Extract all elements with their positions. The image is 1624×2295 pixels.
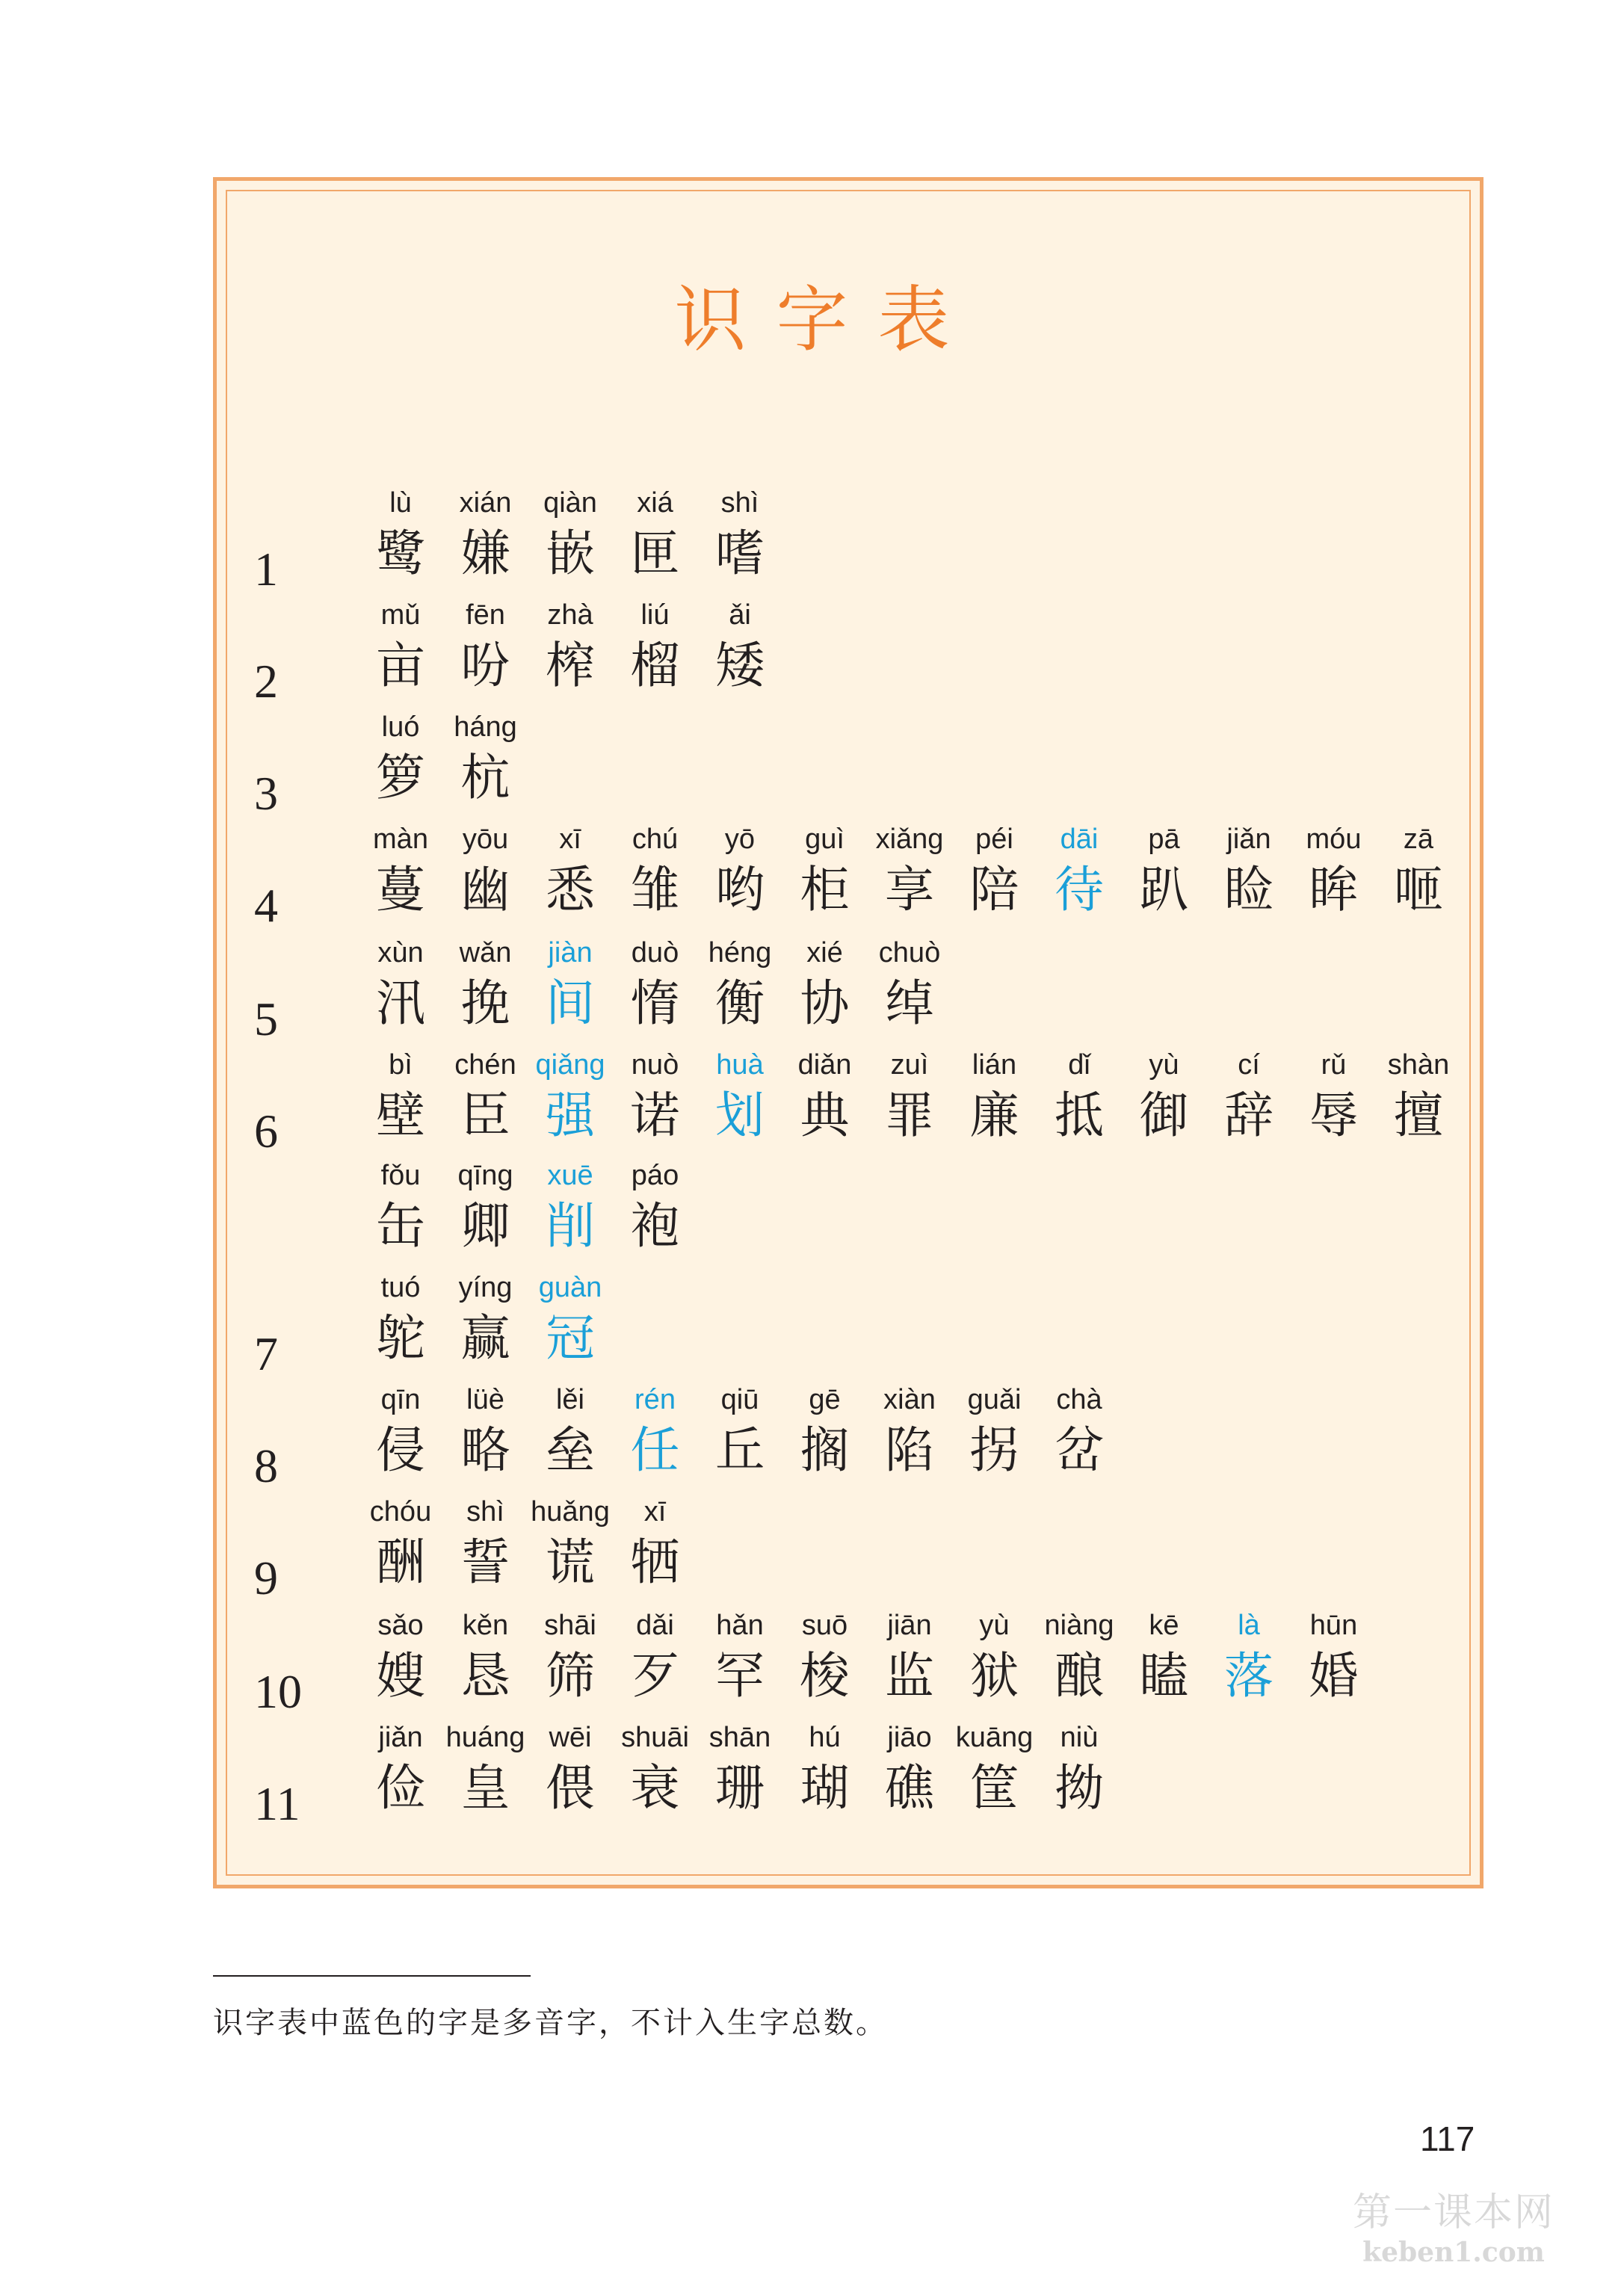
hanzi: 享 [885, 861, 934, 918]
pinyin: wēi [549, 1722, 592, 1753]
hanzi: 拗 [1055, 1759, 1104, 1817]
pinyin: shì [720, 487, 759, 519]
pinyin: yù [1149, 1049, 1179, 1081]
pinyin: fēn [466, 599, 505, 631]
row-number: 5 [254, 992, 278, 1045]
page-title: 识字表 [674, 278, 980, 362]
hanzi: 誓 [460, 1533, 510, 1591]
pinyin: zhà [547, 599, 593, 631]
hanzi: 狱 [969, 1647, 1019, 1705]
character-cell [444, 710, 528, 822]
pinyin: xiàn [883, 1384, 936, 1415]
pinyin: chuò [878, 937, 941, 969]
character-cell [698, 486, 782, 598]
hanzi: 任 [630, 1421, 680, 1479]
pinyin: wǎn [459, 937, 512, 969]
hanzi: 趴 [1139, 861, 1189, 918]
hanzi: 俭 [376, 1759, 425, 1817]
pinyin: péi [975, 824, 1013, 855]
hanzi: 偎 [546, 1759, 595, 1817]
pinyin: qiū [720, 1384, 759, 1415]
pinyin: héng [708, 937, 772, 969]
hanzi: 鸵 [376, 1309, 425, 1367]
hanzi: 监 [885, 1647, 934, 1705]
hanzi: 筐 [969, 1759, 1019, 1817]
hanzi: 嫂 [376, 1647, 425, 1705]
character-cell [868, 936, 951, 1048]
pinyin: dǐ [1068, 1049, 1090, 1081]
hanzi: 歹 [630, 1647, 680, 1705]
row-number: 2 [254, 655, 278, 708]
hanzi: 嫌 [460, 525, 510, 582]
pinyin: xián [459, 487, 512, 519]
table-row [0, 1048, 1624, 1160]
pinyin: ǎi [729, 599, 751, 631]
hanzi: 垒 [546, 1421, 595, 1479]
pinyin: lù [389, 487, 412, 519]
hanzi: 谎 [546, 1533, 595, 1591]
hanzi: 哟 [715, 861, 765, 918]
pinyin: móu [1306, 824, 1362, 855]
pinyin: zuì [890, 1049, 929, 1081]
table-row [0, 1720, 1624, 1832]
hanzi: 礁 [885, 1759, 934, 1817]
hanzi: 酿 [1055, 1647, 1104, 1705]
table-row [0, 1270, 1624, 1383]
row-number: 4 [254, 879, 278, 932]
pinyin: lián [972, 1049, 1017, 1081]
pinyin: dāi [1060, 824, 1099, 855]
pinyin: chà [1056, 1384, 1102, 1415]
hanzi: 袍 [630, 1197, 680, 1255]
hanzi: 陷 [885, 1421, 934, 1479]
row-number: 1 [254, 543, 278, 596]
pinyin: sǎo [377, 1610, 424, 1641]
table-row [0, 1158, 1624, 1270]
pinyin: chóu [369, 1496, 432, 1528]
pinyin: qiàn [543, 487, 597, 519]
hanzi: 侵 [376, 1421, 425, 1479]
pinyin: shuāi [621, 1722, 689, 1753]
pinyin: qīn [380, 1384, 421, 1415]
pinyin: jiǎn [378, 1722, 423, 1753]
hanzi: 罕 [715, 1647, 765, 1705]
pinyin: xiǎng [875, 824, 944, 855]
character-cell [1377, 1048, 1460, 1160]
pinyin: qiǎng [535, 1049, 605, 1081]
hanzi: 柜 [800, 861, 850, 918]
pinyin: tuó [380, 1272, 421, 1303]
table-row [0, 1383, 1624, 1495]
hanzi: 抵 [1055, 1087, 1104, 1144]
pinyin: guì [805, 824, 845, 855]
hanzi: 皇 [460, 1759, 510, 1817]
hanzi: 搁 [800, 1421, 850, 1479]
row-number: 7 [254, 1327, 278, 1380]
pinyin: guǎi [967, 1384, 1022, 1415]
hanzi: 削 [546, 1197, 595, 1255]
pinyin: páo [631, 1160, 679, 1191]
hanzi: 咂 [1394, 861, 1443, 918]
hanzi: 协 [800, 974, 850, 1032]
pinyin: hūn [1309, 1610, 1358, 1641]
pinyin: nuò [631, 1049, 679, 1081]
character-cell [1377, 822, 1460, 934]
hanzi: 拐 [969, 1421, 1019, 1479]
hanzi: 挽 [460, 974, 510, 1032]
character-cell [1292, 1608, 1376, 1720]
hanzi: 惰 [630, 974, 680, 1032]
pinyin: bì [389, 1049, 413, 1081]
pinyin: jiān [887, 1610, 932, 1641]
hanzi: 睑 [1224, 861, 1273, 918]
pinyin: màn [373, 824, 428, 855]
hanzi: 廉 [969, 1087, 1019, 1144]
page-number: 117 [1420, 2119, 1475, 2158]
pinyin: shāi [544, 1610, 596, 1641]
hanzi: 蔓 [376, 861, 425, 918]
pinyin: jiāo [887, 1722, 932, 1753]
pinyin: kuāng [955, 1722, 1034, 1753]
table-row [0, 598, 1624, 710]
pinyin: shàn [1387, 1049, 1450, 1081]
hanzi: 瞌 [1139, 1647, 1189, 1705]
hanzi: 略 [460, 1421, 510, 1479]
table-row [0, 486, 1624, 598]
hanzi: 落 [1224, 1647, 1273, 1705]
hanzi: 匣 [630, 525, 680, 582]
pinyin: niàng [1044, 1610, 1114, 1641]
hanzi: 冠 [546, 1309, 595, 1367]
pinyin: guàn [538, 1272, 602, 1303]
pinyin: zā [1403, 824, 1434, 855]
pinyin: luó [381, 711, 420, 743]
hanzi: 强 [546, 1087, 595, 1144]
pinyin: diǎn [797, 1049, 852, 1081]
row-number: 11 [254, 1777, 300, 1830]
pinyin: yōu [462, 824, 509, 855]
pinyin: huǎng [531, 1496, 610, 1528]
hanzi: 眸 [1309, 861, 1359, 918]
pinyin: duò [631, 937, 679, 969]
pinyin: yō [724, 824, 756, 855]
hanzi: 辞 [1224, 1087, 1273, 1144]
pinyin: suō [801, 1610, 848, 1641]
pinyin: shì [466, 1496, 504, 1528]
hanzi: 筛 [546, 1647, 595, 1705]
hanzi: 箩 [376, 749, 425, 806]
character-cell [614, 1158, 697, 1270]
polyphonic-character [528, 1270, 612, 1383]
hanzi: 绰 [885, 974, 934, 1032]
row-number: 10 [254, 1665, 302, 1718]
table-row [0, 1608, 1624, 1720]
pinyin: qīng [457, 1160, 513, 1191]
hanzi: 待 [1055, 861, 1104, 918]
pinyin: là [1238, 1610, 1260, 1641]
table-row [0, 1495, 1624, 1607]
hanzi: 榴 [630, 637, 680, 694]
pinyin: cí [1238, 1049, 1260, 1081]
hanzi: 衡 [715, 974, 765, 1032]
pinyin: kěn [462, 1610, 509, 1641]
hanzi: 典 [800, 1087, 850, 1144]
pinyin: rǔ [1321, 1049, 1347, 1081]
hanzi: 恳 [460, 1647, 510, 1705]
hanzi: 岔 [1055, 1421, 1104, 1479]
pinyin: jiǎn [1226, 824, 1271, 855]
hanzi: 吩 [460, 637, 510, 694]
pinyin: xī [643, 1496, 667, 1528]
hanzi: 雏 [630, 861, 680, 918]
hanzi: 悉 [546, 861, 595, 918]
row-number: 3 [254, 767, 278, 820]
hanzi: 亩 [376, 637, 425, 694]
pinyin: chú [632, 824, 679, 855]
watermark [1353, 2181, 1554, 2268]
hanzi: 卿 [460, 1197, 510, 1255]
row-number: 8 [254, 1439, 278, 1492]
hanzi: 赢 [460, 1309, 510, 1367]
hanzi: 汛 [376, 974, 425, 1032]
hanzi: 鹭 [376, 525, 425, 582]
pinyin: yíng [458, 1272, 513, 1303]
pinyin: niù [1060, 1722, 1099, 1753]
pinyin: fǒu [380, 1160, 421, 1191]
hanzi: 丘 [715, 1421, 765, 1479]
hanzi: 壁 [376, 1087, 425, 1144]
hanzi: 擅 [1394, 1087, 1443, 1144]
pinyin: xiá [637, 487, 673, 519]
hanzi: 酬 [376, 1533, 425, 1591]
pinyin: kē [1149, 1610, 1179, 1641]
hanzi: 瑚 [800, 1759, 850, 1817]
watermark-line1: 第一课本网 [1353, 2190, 1555, 2235]
pinyin: xī [559, 824, 581, 855]
hanzi: 矮 [715, 637, 765, 694]
pinyin: xùn [377, 937, 424, 969]
hanzi: 衰 [630, 1759, 680, 1817]
hanzi: 陪 [969, 861, 1019, 918]
character-cell [1037, 1720, 1121, 1832]
pinyin: dǎi [636, 1610, 674, 1641]
pinyin: huáng [445, 1722, 525, 1753]
pinyin: lěi [555, 1384, 585, 1415]
hanzi: 牺 [630, 1533, 680, 1591]
hanzi: 划 [715, 1087, 765, 1144]
hanzi: 珊 [715, 1759, 765, 1817]
hanzi: 辱 [1309, 1087, 1359, 1144]
hanzi: 臣 [460, 1087, 510, 1144]
pinyin: lüè [466, 1384, 504, 1415]
pinyin: xié [806, 937, 843, 969]
hanzi: 梭 [800, 1647, 850, 1705]
pinyin: yù [979, 1610, 1010, 1641]
table-row [0, 822, 1624, 934]
hanzi: 嵌 [546, 525, 595, 582]
character-cell [1037, 1383, 1121, 1495]
row-number: 6 [254, 1105, 278, 1158]
hanzi: 榨 [546, 637, 595, 694]
hanzi: 婚 [1309, 1647, 1359, 1705]
footnote-rule [213, 1975, 531, 1977]
table-row [0, 710, 1624, 822]
pinyin: gē [809, 1384, 841, 1415]
pinyin: shān [708, 1722, 771, 1753]
hanzi: 缶 [376, 1197, 425, 1255]
hanzi: 嗜 [715, 525, 765, 582]
pinyin: háng [454, 711, 517, 743]
watermark-line2: keben1.com [1362, 2237, 1545, 2268]
hanzi: 罪 [885, 1087, 934, 1144]
pinyin: pā [1148, 824, 1180, 855]
character-cell [614, 1495, 697, 1607]
table-row [0, 936, 1624, 1048]
pinyin: jiàn [548, 937, 593, 969]
pinyin: mǔ [380, 599, 421, 631]
hanzi: 御 [1139, 1087, 1189, 1144]
hanzi: 杭 [460, 749, 510, 806]
hanzi: 间 [546, 974, 595, 1032]
character-cell [698, 598, 782, 710]
pinyin: hǎn [716, 1610, 764, 1641]
row-number: 9 [254, 1551, 278, 1604]
pinyin: huà [716, 1049, 764, 1081]
hanzi: 诺 [630, 1087, 680, 1144]
pinyin: rén [635, 1384, 676, 1415]
hanzi: 幽 [460, 861, 510, 918]
pinyin: liú [640, 599, 670, 631]
pinyin: xuē [547, 1160, 593, 1191]
pinyin: hú [809, 1722, 841, 1753]
footnote: 识字表中蓝色的字是多音字，不计入生字总数。 [213, 2006, 888, 2040]
pinyin: chén [454, 1049, 516, 1081]
